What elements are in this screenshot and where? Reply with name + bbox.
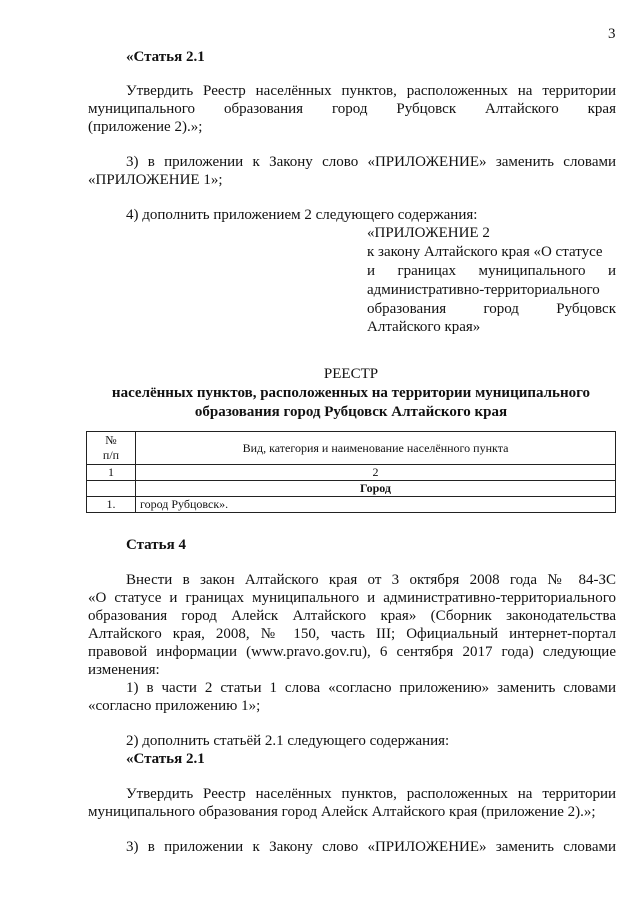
table-cell: 2: [136, 465, 616, 481]
paragraph-line: 1) в части 2 статьи 1 слова «согласно приложению» заменить словами: [126, 680, 616, 696]
table-cell: 1: [87, 465, 136, 481]
number-sign: №: [105, 433, 117, 447]
paragraph-line: Внести в закон Алтайского края от 3 октября 2008 года № 84-ЗС: [126, 572, 616, 588]
appendix-line: образования город Рубцовск: [367, 301, 616, 317]
paragraph-line: «ПРИЛОЖЕНИЕ 1»;: [88, 172, 223, 188]
table-header-cell: Вид, категория и наименование населённого пункта: [136, 432, 616, 465]
appendix-line: и границах муниципального и: [367, 263, 616, 279]
table-header-row: [87, 432, 616, 465]
table-row: [87, 497, 616, 513]
appendix-title: «ПРИЛОЖЕНИЕ 2: [367, 225, 490, 241]
registry-title: РЕЕСТР: [323, 366, 379, 382]
paragraph-line: муниципального образования город Алейск Алтайского края (приложение 2).»;: [88, 804, 596, 820]
paragraph-line: «О статусе и границах муниципального и административно-территориального: [88, 590, 616, 606]
paragraph-line: 3) в приложении к Закону слово «ПРИЛОЖЕНИЕ» заменить словами: [126, 154, 616, 170]
paragraph-line: Утвердить Реестр населённых пунктов, расположенных на территории: [126, 83, 616, 99]
paragraph-line: 3) в приложении к Закону слово «ПРИЛОЖЕНИЕ» заменить словами: [126, 839, 616, 855]
paragraph-line: 4) дополнить приложением 2 следующего содержания:: [126, 207, 478, 223]
article-2-1-heading: «Статья 2.1: [126, 751, 205, 767]
table-cell: [87, 481, 136, 497]
article-2-1-heading: «Статья 2.1: [126, 49, 205, 65]
page-number: 3: [608, 26, 616, 42]
paragraph-line: 2) дополнить статьёй 2.1 следующего содержания:: [126, 733, 450, 749]
paragraph-line: Алтайского края, 2008, № 150, часть III; Официальный интернет-портал: [88, 626, 616, 642]
table-group-cell: Город: [136, 481, 616, 497]
table-group-row: [87, 481, 616, 497]
number-abbrev: п/п: [102, 448, 120, 462]
registry-table: [86, 431, 616, 513]
paragraph-line: образования город Алейск Алтайского края» (Сборник законодательства: [88, 608, 616, 624]
paragraph-line: правовой информации (www.pravo.gov.ru), 6 сентября 2017 года) следующие: [88, 644, 616, 660]
appendix-line: к закону Алтайского края «О статусе: [367, 244, 603, 260]
table-cell: город Рубцовск».: [136, 497, 616, 513]
appendix-line: Алтайского края»: [367, 319, 481, 335]
paragraph-line: «согласно приложению 1»;: [88, 698, 261, 714]
paragraph-line: муниципального образования город Рубцовск Алтайского края: [88, 101, 616, 117]
article-4-heading: Статья 4: [126, 537, 186, 553]
paragraph-line: Утвердить Реестр населённых пунктов, расположенных на территории: [126, 786, 616, 802]
table-cell: 1.: [87, 497, 136, 513]
table-header-cell: [87, 432, 136, 465]
registry-subtitle: населённых пунктов, расположенных на территории муниципального: [111, 385, 591, 401]
paragraph-line: (приложение 2).»;: [88, 119, 203, 135]
appendix-line: административно-территориального: [367, 282, 600, 298]
table-numbering-row: [87, 465, 616, 481]
paragraph-line: изменения:: [88, 662, 160, 678]
registry-subtitle: образования город Рубцовск Алтайского края: [194, 404, 508, 420]
